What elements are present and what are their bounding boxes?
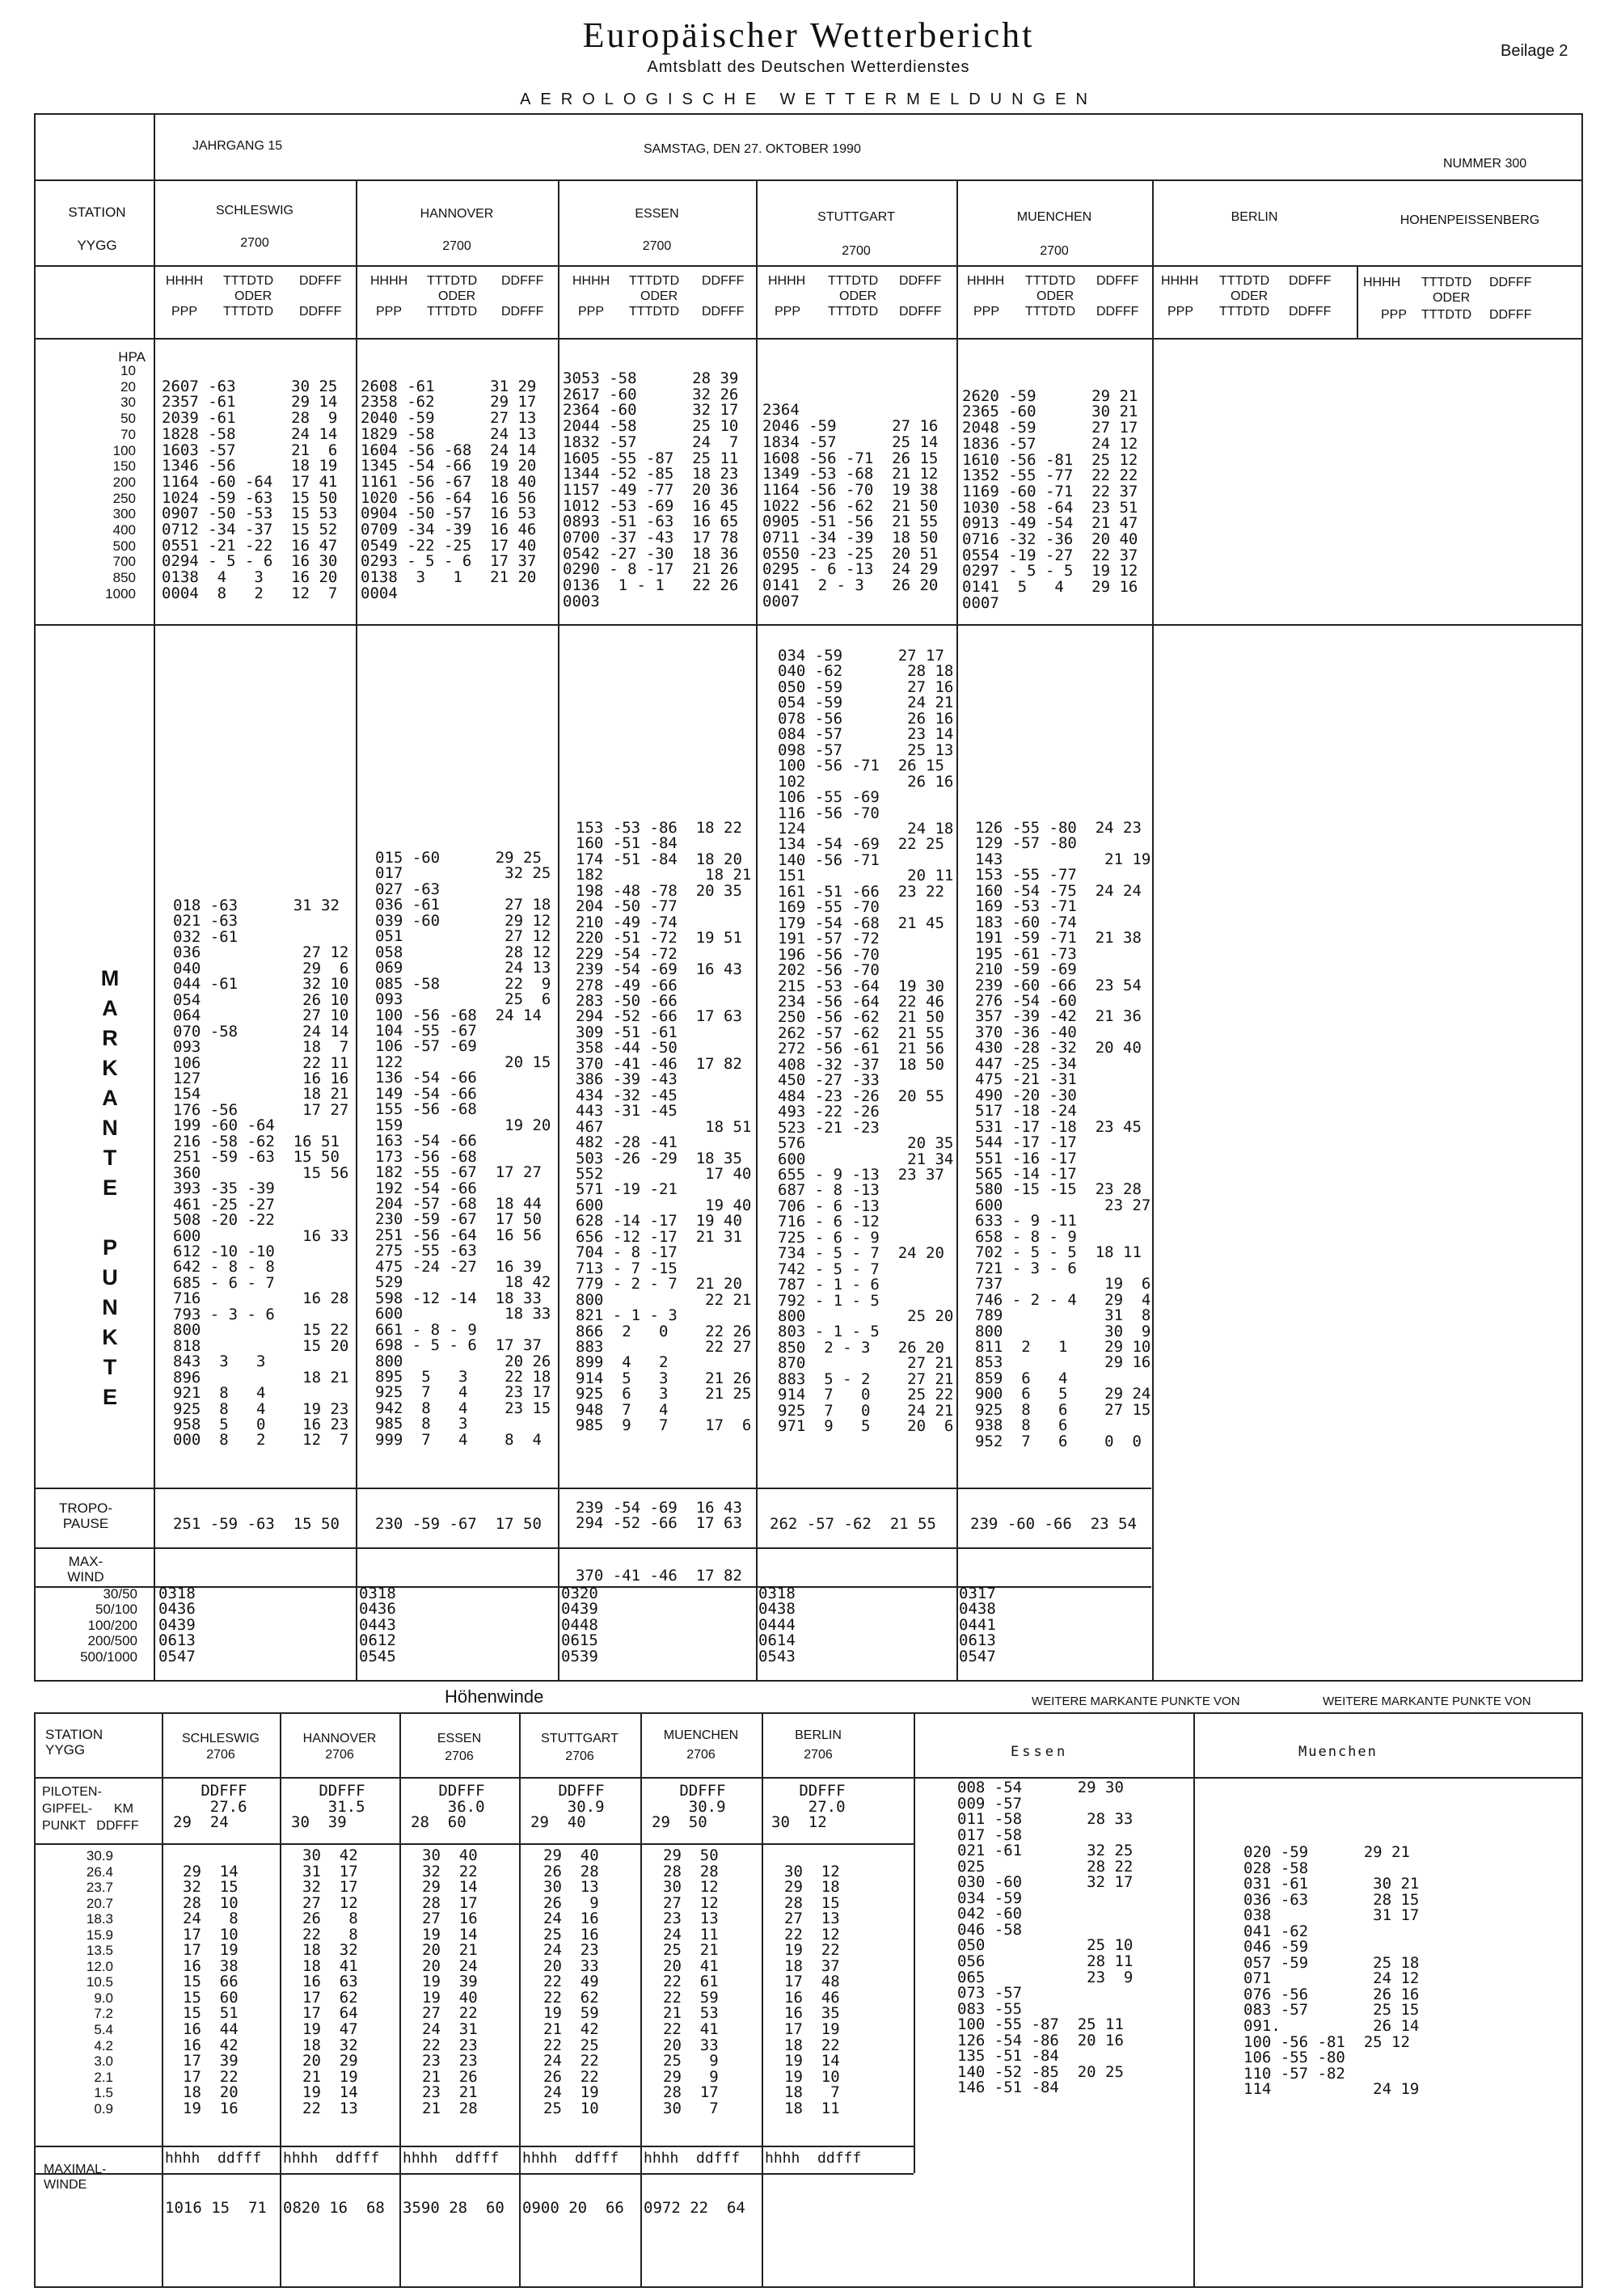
col-ddfff-2: DDFFF: [702, 305, 745, 319]
col-tttdtd-2: TTTDTD: [1219, 305, 1270, 319]
weitere-label-essen: WEITERE MARKANTE PUNKTE VON: [1032, 1695, 1240, 1708]
station-label: STATION: [68, 205, 126, 220]
hw-station-name: MUENCHEN: [663, 1728, 739, 1742]
tropopause-hannover: 230 -59 -67 17 50: [375, 1515, 542, 1533]
col-ddfff: DDFFF: [1096, 274, 1139, 288]
col-ddfff-2: DDFFF: [299, 305, 342, 319]
standard-levels-schleswig: 2607 -63 30 25 2357 -61 29 14 2039 -61 28 9 1828 -58 24 14 1603 -57 21 6 1346 -56 18 19 1164 -60 -64 17 41 1024 -59 -63 15 50 0907 -50 -53 15 53 0712 -34 -37 15 52 0551 -21 -22 16 47 0294 - 5 - 6 16 30 0138 4 3 16 20 0004 8 2 12 7: [162, 377, 338, 602]
station-name: STUTTGART: [817, 210, 895, 224]
markante-punkte-stuttgart: 034 -59 27 17 040 -62 28 18 050 -59 27 16 054 -59 24 21 078 -56 26 16 084 -57 23 14 098 -57 25 13 100 -56 -71 26 15 102 26 16 106 -55 -69 116 -56 -70 124 24 18 134 -54 -69 22 25 140 -56 -71 151 20 11 161 -51 -66 23 22 169 -55 -70 179 -54 -68 21 45 191 -57 -72 196 -56 -70 202 -56 -70 215 -53 -64 19 30 234 -56 -64 22 46 250 -56 -62 21 50 262 -57 -62 21 55 272 -56 -61 21 56 408 -32 -37 18 50 450 -27 -33 484 -23 -26 20 55 493 -22 -26 523 -21 -23 576 20 35 600 21 34 655 - 9 -13 23 37 687 - 8 -13 706 - 6 -13 716 - 6 -12 725 - 6 - 9 734 - 5 - 7 24 20 742 - 5 - 7 787 - 1 - 6 792 - 1 - 5 800 25 20 803 - 1 - 5 850 2 - 3 26 20 870 27 21 883 5 - 2 27 21 914 7 0 25 22 925 7 0 24 21 971 9 5 20 6: [778, 647, 954, 1436]
col-ddfff: DDFFF: [501, 274, 544, 288]
maxwind-essen: 3590 28 60: [403, 2199, 505, 2217]
divider: [762, 1712, 763, 2288]
standard-levels-hannover: 2608 -61 31 29 2358 -62 29 17 2040 -59 27 13 1829 -58 24 13 1604 -56 -68 24 14 1345 -54 -66 19 20 1161 -56 -67 18 40 1020 -56 -64 16 56 0904 -50 -57 16 53 0709 -34 -39 16 46 0549 -22 -25 17 40 0293 - 5 - 6 17 37 0138 3 1 21 20 0004: [361, 377, 537, 602]
winds-berlin: 30 12 29 18 28 15 27 13 22 12 19 22 18 37 17 48 16 46 16 35 17 19 18 22 19 14 19 10 18 7 18 11: [784, 1862, 840, 2117]
maxwind-header: hhhh ddfff: [522, 2150, 619, 2167]
pilot-label: PILOTEN- GIPFEL- KM PUNKT DDFFF: [42, 1785, 139, 1833]
winds-muenchen: 29 50 28 28 30 12 27 12 23 13 24 11 25 21 20 41 22 61 22 59 21 53 22 41 20 33 25 9 29 9 28 17 30 7: [663, 1847, 719, 2117]
col-ppp: PPP: [578, 305, 605, 319]
pressure-levels: 10 20 30 50 70 100 150 200 250 300 400 500 700 850 1000: [105, 363, 136, 601]
hw-heights: 30.9 26.4 23.7 20.7 18.3 15.9 13.5 12.0 10.5 9.0 7.2 5.4 4.2 3.0 2.1 1.5 0.9: [86, 1848, 113, 2117]
col-tttdtd: TTTDTD: [427, 274, 478, 288]
divider: [162, 1712, 163, 2288]
maxwind-label: MAX- WIND: [67, 1554, 104, 1585]
hpa-label: HPA: [118, 349, 146, 365]
divider: [558, 179, 559, 1682]
layers-stuttgart: 0318 0438 0444 0614 0543: [758, 1585, 796, 1665]
volume-label: JAHRGANG 15: [192, 139, 283, 153]
divider: [756, 179, 758, 1682]
col-ddfff-2: DDFFF: [899, 305, 942, 319]
divider: [640, 1712, 642, 2288]
col-tttdtd: TTTDTD: [1421, 276, 1472, 289]
divider: [399, 1712, 401, 2288]
layers-hannover: 0318 0436 0443 0612 0545: [359, 1585, 396, 1665]
station-name: HANNOVER: [420, 207, 494, 221]
col-oder: ODER: [1231, 289, 1269, 303]
tropopause-stuttgart: 262 -57 -62 21 55: [770, 1515, 936, 1533]
col-ddfff-2: DDFFF: [1289, 305, 1332, 319]
divider: [34, 2146, 914, 2147]
col-ddfff: DDFFF: [1289, 274, 1332, 288]
station-yygg: 2700: [842, 244, 871, 258]
col-oder: ODER: [1036, 289, 1074, 303]
section-title: AEROLOGISCHE WETTERMELDUNGEN: [520, 91, 1097, 108]
hw-station-yygg: 2706: [325, 1748, 354, 1762]
divider: [34, 1777, 1583, 1779]
layers-schleswig: 0318 0436 0439 0613 0547: [158, 1585, 196, 1665]
col-ppp: PPP: [171, 305, 198, 319]
col-ppp: PPP: [1167, 305, 1194, 319]
standard-levels-stuttgart: 2364 2046 -59 27 16 1834 -57 25 14 1608 -56 -71 26 15 1349 -53 -68 21 12 1164 -56 -70 19 38 1022 -56 -62 21 50 0905 -51 -56 21 55 0711 -34 -39 18 50 0550 -23 -25 20 51 0295 - 6 -13 24 29 0141 2 - 3 26 20 0007: [762, 401, 939, 610]
divider: [34, 1547, 1151, 1549]
pilot-essen: DDFFF 36.0 28 60: [411, 1782, 485, 1832]
maxwind-header: hhhh ddfff: [283, 2150, 380, 2167]
yygg-label: YYGG: [77, 238, 117, 253]
col-ddfff: DDFFF: [702, 274, 745, 288]
hw-station-yygg: 2706: [686, 1748, 716, 1762]
divider: [1152, 179, 1154, 1682]
col-tttdtd-2: TTTDTD: [427, 305, 478, 319]
standard-levels-muenchen: 2620 -59 29 21 2365 -60 30 21 2048 -59 27 17 1836 -57 24 12 1610 -56 -81 25 12 1352 -55 -77 22 22 1169 -60 -71 22 37 1030 -58 -64 23 51 0913 -49 -54 21 47 0716 -32 -36 20 40 0554 -19 -27 22 37 0297 - 5 - 5 19 12 0141 5 4 29 16 0007: [962, 386, 1138, 612]
col-hhhh: HHHH: [572, 274, 610, 288]
col-hhhh: HHHH: [370, 274, 408, 288]
hw-station-label: STATION YYGG: [45, 1727, 103, 1758]
divider: [34, 624, 1583, 626]
markante-punkte-hannover: 015 -60 29 25 017 32 25 027 -63 036 -61 27 18 039 -60 29 12 051 27 12 058 28 12 069 24 13 085 -58 22 9 093 25 6 100 -56 -68 24 14 104 -55 -67 106 -57 -69 122 20 15 136 -54 -66 149 -54 -66 155 -56 -68 159 19 20 163 -54 -66 173 -56 -68 182 -55 -67 17 27 192 -54 -66 204 -57 -68 18 44 230 -59 -67 17 50 251 -56 -64 16 56 275 -55 -63 475 -24 -27 16 39 529 18 42 598 -12 -14 18 33 600 18 33 661 - 8 - 9 698 - 5 - 6 17 37 800 20 26 895 5 3 22 18 925 7 4 23 17 942 8 4 23 15 985 8 3 999 7 4 8 4: [375, 849, 551, 1449]
hw-station-yygg: 2706: [804, 1748, 833, 1762]
maxwind-muenchen: 0972 22 64: [644, 2199, 745, 2217]
station-name: HOHENPEISSENBERG: [1400, 213, 1540, 227]
maxwind-header: hhhh ddfff: [403, 2150, 500, 2167]
maxwind-header: hhhh ddfff: [644, 2150, 741, 2167]
station-name: BERLIN: [1231, 210, 1278, 224]
maxwind-essen: 370 -41 -46 17 82: [576, 1567, 742, 1585]
col-tttdtd: TTTDTD: [629, 274, 680, 288]
divider: [34, 265, 1583, 267]
col-tttdtd: TTTDTD: [223, 274, 274, 288]
winds-essen: 30 40 32 22 29 14 28 17 27 16 19 14 20 21 20 24 19 39 19 40 27 22 24 31 22 23 23 23 21 26 23 21 21 28: [422, 1847, 478, 2117]
divider: [34, 1488, 1151, 1489]
divider: [34, 2173, 914, 2175]
hw-station-name: HANNOVER: [302, 1732, 377, 1745]
hw-station-yygg: 2706: [565, 1749, 594, 1763]
issue-number: NUMMER 300: [1443, 157, 1527, 171]
tropopause-schleswig: 251 -59 -63 15 50: [173, 1515, 340, 1533]
divider: [34, 338, 1583, 340]
hw-station-name: BERLIN: [795, 1728, 842, 1742]
hw-station-name: STUTTGART: [541, 1732, 619, 1745]
pilot-berlin: DDFFF 27.0 30 12: [771, 1782, 846, 1832]
standard-levels-essen: 3053 -58 28 39 2617 -60 32 26 2364 -60 32 17 2044 -58 25 10 1832 -57 24 7 1605 -55 -87 25 11 1344 -52 -85 18 23 1157 -49 -77 20 36 1012 -53 -69 16 45 0893 -51 -63 16 65 0700 -37 -43 17 78 0542 -27 -30 18 36 0290 - 8 -17 21 26 0136 1 - 1 22 26 0003: [563, 369, 739, 610]
col-tttdtd-2: TTTDTD: [629, 305, 680, 319]
col-ddfff: DDFFF: [1489, 276, 1532, 289]
page-subtitle: Amtsblatt des Deutschen Wetterdienstes: [647, 58, 970, 76]
page-title: Europäischer Wetterbericht: [582, 15, 1035, 55]
markante-punkte-essen: 153 -53 -86 18 22 160 -51 -84 174 -51 -84 18 20 182 18 21 198 -48 -78 20 35 204 -50 -77 210 -49 -74 220 -51 -72 19 51 229 -54 -72 239 -54 -69 16 43 278 -49 -66 283 -50 -66 294 -52 -66 17 63 309 -51 -61 358 -44 -50 370 -41 -46 17 82 386 -39 -43 434 -32 -45 443 -31 -45 467 18 51 482 -28 -41 503 -26 -29 18 35 552 17 40 571 -19 -21 600 19 40 628 -14 -17 19 40 656 -12 -17 21 31 704 - 8 -17 713 - 7 -15 779 - 2 - 7 21 20 800 22 21 821 - 1 - 3 866 2 0 22 26 883 22 27 899 4 2 914 5 3 21 26 925 6 3 21 25 948 7 4 985 9 7 17 6: [576, 819, 752, 1435]
hw-station-name: ESSEN: [437, 1732, 482, 1745]
divider: [356, 179, 357, 1682]
markante-punkte-schleswig: 018 -63 31 32 021 -63 032 -61 036 27 12 040 29 6 044 -61 32 10 054 26 10 064 27 10 070 -58 24 14 093 18 7 106 22 11 127 16 16 154 18 21 176 -56 17 27 199 -60 -64 216 -58 -62 16 51 251 -59 -63 15 50 360 15 56 393 -35 -39 461 -25 -27 508 -20 -22 600 16 33 612 -10 -10 642 - 8 - 8 685 - 6 - 7 716 16 28 793 - 3 - 6 800 15 22 818 15 20 843 3 3 896 18 21 921 8 4 925 8 4 19 23 958 5 0 16 23 000 8 2 12 7: [173, 897, 349, 1450]
pilot-stuttgart: DDFFF 30.9 29 40: [530, 1782, 605, 1832]
maxwind-schleswig: 1016 15 71: [165, 2199, 267, 2217]
col-tttdtd-2: TTTDTD: [1421, 308, 1472, 322]
layers-muenchen: 0317 0438 0441 0613 0547: [959, 1585, 996, 1665]
divider: [914, 1712, 915, 2173]
col-oder: ODER: [438, 289, 476, 303]
station-name: MUENCHEN: [1016, 210, 1092, 224]
col-ddfff-2: DDFFF: [1489, 308, 1532, 322]
tropopause-essen: 239 -54 -69 16 43 294 -52 -66 17 63: [576, 1499, 742, 1533]
col-tttdtd: TTTDTD: [828, 274, 879, 288]
col-hhhh: HHHH: [1363, 276, 1401, 289]
station-yygg: 2700: [642, 239, 672, 253]
col-hhhh: HHHH: [1161, 274, 1199, 288]
col-ppp: PPP: [775, 305, 801, 319]
divider: [280, 1712, 281, 2288]
maxwind-stuttgart: 0900 20 66: [522, 2199, 624, 2217]
col-tttdtd-2: TTTDTD: [1025, 305, 1076, 319]
hw-station-yygg: 2706: [445, 1749, 474, 1763]
col-ddfff: DDFFF: [899, 274, 942, 288]
col-oder: ODER: [640, 289, 678, 303]
col-hhhh: HHHH: [967, 274, 1005, 288]
col-tttdtd-2: TTTDTD: [828, 305, 879, 319]
muenchen-extra-points: 020 -59 29 21 028 -58 031 -61 30 21 036 -63 28 15 038 31 17 041 -62 046 -59 057 -59 25 18 071 24 12 076 -56 26 16 083 -57 25 15 091. 26 14 100 -56 -81 25 12 106 -55 -80 110 -57 -82 114 24 19: [1243, 1843, 1420, 2099]
col-ppp: PPP: [1381, 308, 1408, 322]
col-oder: ODER: [839, 289, 877, 303]
weitere-label-muenchen: WEITERE MARKANTE PUNKTE VON: [1323, 1695, 1531, 1708]
layers-essen: 0320 0439 0448 0615 0539: [561, 1585, 598, 1665]
tropopause-muenchen: 239 -60 -66 23 54: [970, 1515, 1137, 1533]
col-ppp: PPP: [376, 305, 403, 319]
col-oder: ODER: [1433, 291, 1471, 305]
col-hhhh: HHHH: [768, 274, 806, 288]
divider: [34, 179, 1583, 181]
station-yygg: 2700: [442, 239, 471, 253]
col-ddfff-2: DDFFF: [1096, 305, 1139, 319]
station-yygg: 2700: [1040, 244, 1069, 258]
station-yygg: 2700: [240, 236, 269, 250]
hw-maxwind-label: MAXIMAL- WINDE: [44, 2163, 107, 2192]
pilot-schleswig: DDFFF 27.6 29 24: [173, 1782, 247, 1832]
hoehenwinde-title: Höhenwinde: [445, 1686, 544, 1707]
issue-date: SAMSTAG, DEN 27. OKTOBER 1990: [644, 142, 861, 156]
maxwind-hannover: 0820 16 68: [283, 2199, 385, 2217]
station-name: SCHLESWIG: [215, 204, 293, 217]
divider: [1193, 1712, 1195, 2288]
pilot-hannover: DDFFF 31.5 30 39: [291, 1782, 365, 1832]
muenchen-extra-label: Muenchen: [1298, 1744, 1378, 1760]
divider: [1357, 265, 1358, 338]
winds-hannover: 30 42 31 17 32 17 27 12 26 8 22 8 18 32 18 41 16 63 17 62 17 64 19 47 18 32 20 29 21 19 19 14 22 13: [302, 1847, 358, 2117]
supplement-label: Beilage 2: [1501, 42, 1568, 60]
col-ppp: PPP: [973, 305, 1000, 319]
station-name: ESSEN: [635, 207, 679, 221]
markante-punkte-label: M A R K A N T E P U N K T E: [100, 966, 120, 1409]
layers-label: 30/50 50/100 100/200 200/500 500/1000: [80, 1586, 137, 1665]
divider: [154, 113, 155, 1682]
winds-schleswig: 29 14 32 15 28 10 24 8 17 10 17 19 16 38 15 66 15 60 15 51 16 44 16 42 17 39 17 22 18 20 19 16: [183, 1862, 239, 2117]
pilot-muenchen: DDFFF 30.9 29 50: [652, 1782, 726, 1832]
col-ddfff: DDFFF: [299, 274, 342, 288]
essen-extra-points: 008 -54 29 30 009 -57 011 -58 28 33 017 -58 021 -61 32 25 025 28 22 030 -60 32 17 034 -59 042 -60 046 -58 050 25 10 056 28 11 065 23 9 073 -57 083 -55 100 -55 -87 25 11 126 -54 -86 20 16 135 -51 -84 140 -52 -85 20 25 146 -51 -84: [957, 1779, 1134, 2097]
tropopause-label: TROPO- PAUSE: [58, 1500, 113, 1531]
divider: [519, 1712, 521, 2288]
col-tttdtd: TTTDTD: [1219, 274, 1270, 288]
col-ddfff-2: DDFFF: [501, 305, 544, 319]
maxwind-header: hhhh ddfff: [765, 2150, 862, 2167]
markante-punkte-muenchen: 126 -55 -80 24 23 129 -57 -80 143 21 19 153 -55 -77 160 -54 -75 24 24 169 -53 -71 183 -60 -74 191 -59 -71 21 38 195 -61 -73 210 -59 -69 239 -60 -66 23 54 276 -54 -60 357 -39 -42 21 36 370 -36 -40 430 -28 -32 20 40 447 -25 -34 475 -21 -31 490 -20 -30 517 -18 -24 531 -17 -18 23 45 544 -17 -17 551 -16 -17 565 -14 -17 580 -15 -15 23 28 600 23 27 633 - 9 -11 658 - 8 - 9 702 - 5 - 5 18 11 721 - 3 - 6 737 19 6 746 - 2 - 4 29 4 789 31 8 800 30 9 811 2 1 29 10 853 29 16 859 6 4 900 6 5 29 24 925 8 6 27 15 938 8 6 952 7 6 0 0: [975, 819, 1151, 1450]
col-tttdtd-2: TTTDTD: [223, 305, 274, 319]
divider: [34, 1843, 914, 1845]
hw-station-yygg: 2706: [206, 1748, 235, 1762]
divider: [956, 179, 958, 1682]
col-hhhh: HHHH: [166, 274, 204, 288]
maxwind-header: hhhh ddfff: [165, 2150, 262, 2167]
essen-extra-label: Essen: [1011, 1744, 1069, 1760]
hw-station-name: SCHLESWIG: [181, 1732, 260, 1745]
winds-stuttgart: 29 40 26 28 30 13 26 9 24 16 25 16 24 23 20 33 22 49 22 62 19 59 21 42 22 25 24 22 26 22 24 19 25 10: [543, 1847, 599, 2117]
col-tttdtd: TTTDTD: [1025, 274, 1076, 288]
col-oder: ODER: [234, 289, 272, 303]
